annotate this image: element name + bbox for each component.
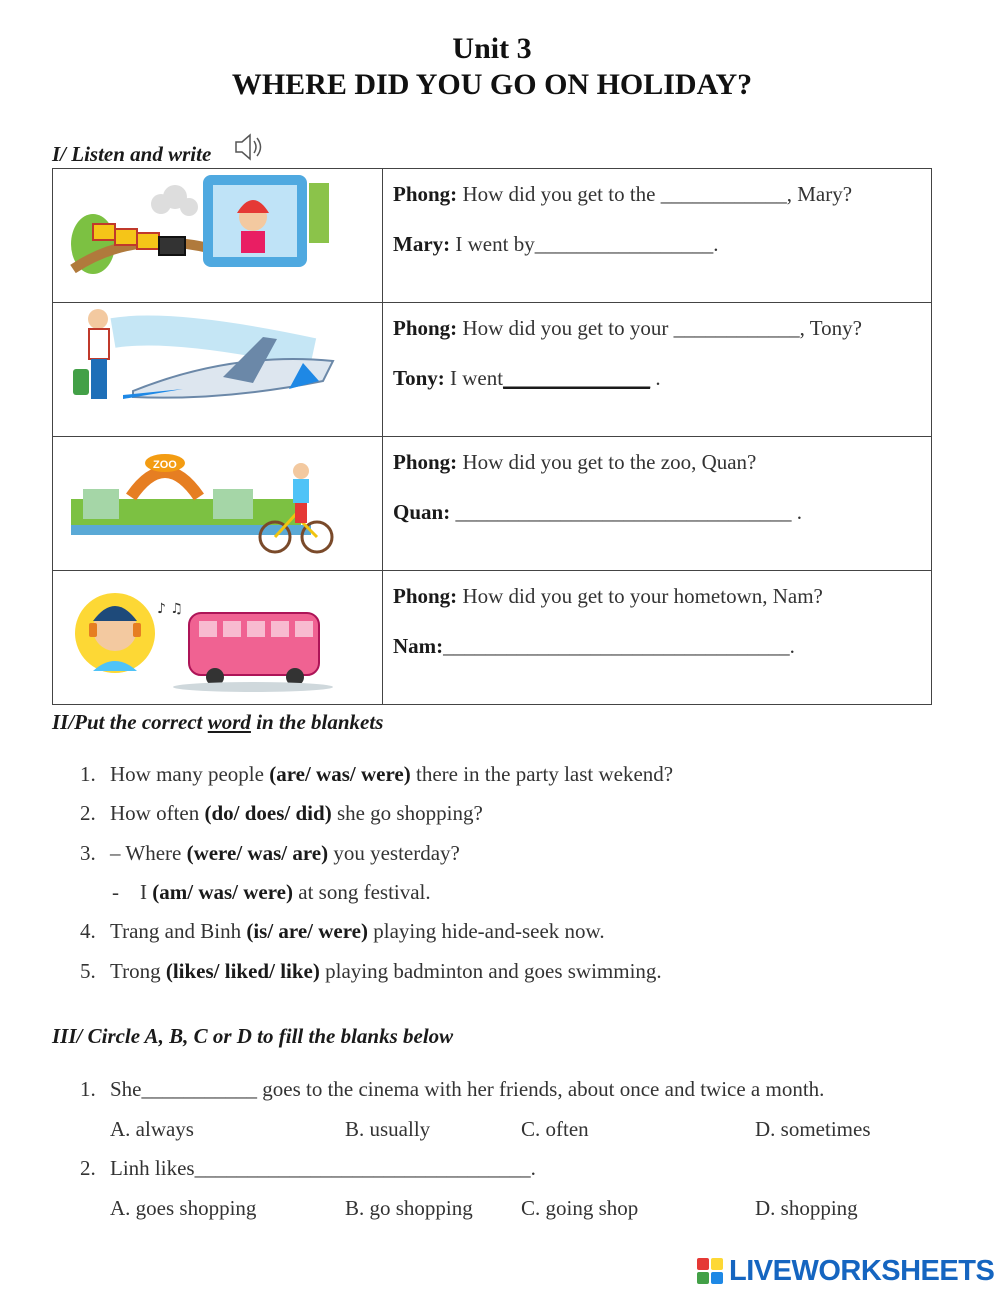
worksheet-title: WHERE DID YOU GO ON HOLIDAY? bbox=[231, 68, 753, 101]
list-item bbox=[80, 801, 483, 826]
question-number: 2. bbox=[80, 1156, 96, 1180]
dialogue-line bbox=[393, 447, 931, 497]
answer-blank[interactable]: ______________ bbox=[503, 366, 651, 390]
item-post: playing hide-and-seek now. bbox=[368, 919, 605, 943]
question-text: How did you get to the ____________, Mary? bbox=[457, 182, 853, 206]
item-post: there in the party last wekend? bbox=[410, 762, 674, 786]
picture-cell bbox=[53, 169, 383, 303]
speaker-icon[interactable] bbox=[232, 130, 266, 164]
section3-heading: III/ Circle A, B, C or D to fill the blanks below bbox=[52, 1024, 454, 1048]
answer-text[interactable]: ________________________________ . bbox=[450, 500, 802, 524]
option-a[interactable]: A. always bbox=[110, 1117, 194, 1141]
list-item bbox=[80, 841, 460, 866]
item-pre: Trang and Binh bbox=[110, 919, 247, 943]
option-b[interactable]: B. usually bbox=[345, 1117, 431, 1141]
list-item bbox=[80, 762, 673, 787]
option-c[interactable]: C. often bbox=[521, 1117, 589, 1141]
section1-heading: I/ Listen and write bbox=[52, 142, 212, 166]
answer-text[interactable]: _________________________________. bbox=[443, 634, 795, 658]
dialogue-line[interactable] bbox=[393, 229, 931, 279]
item-choice[interactable]: (likes/ liked/ like) bbox=[165, 959, 320, 983]
item-number: 4. bbox=[80, 919, 96, 943]
option-a[interactable]: A. goes shopping bbox=[110, 1196, 257, 1220]
section2-heading-word: word bbox=[207, 710, 251, 734]
item-post: you yesterday? bbox=[328, 841, 460, 865]
list-item bbox=[80, 959, 662, 984]
logo-grid-icon bbox=[697, 1258, 723, 1284]
speaker-name: Phong: bbox=[393, 450, 458, 474]
table-row bbox=[53, 437, 932, 571]
list-item bbox=[80, 919, 605, 944]
question-text: How did you get to the zoo, Quan? bbox=[457, 450, 757, 474]
section2-heading-pre: II/Put the correct bbox=[52, 710, 208, 734]
item-post: at song festival. bbox=[293, 880, 431, 904]
list-item bbox=[112, 880, 431, 905]
speaker-name: Tony: bbox=[393, 366, 445, 390]
item-post: playing badminton and goes swimming. bbox=[319, 959, 662, 983]
dialogue-line bbox=[393, 179, 931, 229]
answer-text: I went bbox=[444, 366, 504, 390]
logo-square bbox=[711, 1258, 723, 1270]
section2-heading-post: in the blankets bbox=[250, 710, 384, 734]
item-number: 5. bbox=[80, 959, 96, 983]
question-number: 1. bbox=[80, 1077, 96, 1101]
speaker-name: Quan: bbox=[393, 500, 451, 524]
section2-heading bbox=[52, 710, 383, 735]
item-pre: – Where bbox=[110, 841, 187, 865]
item-pre: Trong bbox=[110, 959, 166, 983]
logo-square bbox=[711, 1272, 723, 1284]
item-pre: How often bbox=[110, 801, 205, 825]
dialogue-cell bbox=[383, 303, 932, 437]
item-choice[interactable]: (are/ was/ were) bbox=[269, 762, 411, 786]
logo-text: LIVEWORKSHEETS bbox=[729, 1254, 995, 1287]
item-number: 1. bbox=[80, 762, 96, 786]
dialogue-cell bbox=[383, 571, 932, 705]
dialogue-line[interactable] bbox=[393, 631, 931, 681]
listen-write-table bbox=[52, 168, 932, 705]
table-row bbox=[53, 169, 932, 303]
item-choice[interactable]: (do/ does/ did) bbox=[204, 801, 332, 825]
speaker-name: Phong: bbox=[393, 182, 458, 206]
item-number: 3. bbox=[80, 841, 96, 865]
question-text: How did you get to your ____________, Tony? bbox=[457, 316, 862, 340]
item-number: 2. bbox=[80, 801, 96, 825]
item-choice[interactable]: (is/ are/ were) bbox=[246, 919, 369, 943]
picture-cell bbox=[53, 437, 383, 571]
question-text: How did you get to your hometown, Nam? bbox=[457, 584, 823, 608]
answer-text[interactable]: I went by_________________. bbox=[450, 232, 719, 256]
option-d[interactable]: D. shopping bbox=[755, 1196, 858, 1220]
dialogue-line bbox=[393, 581, 931, 631]
boy-airplane-illustration bbox=[53, 303, 382, 431]
dialogue-line bbox=[393, 313, 931, 363]
liveworksheets-logo bbox=[697, 1254, 994, 1288]
question-item bbox=[80, 1156, 536, 1181]
question-item bbox=[80, 1077, 824, 1102]
unit-title: Unit 3 bbox=[452, 32, 532, 65]
speaker-name: Mary: bbox=[393, 232, 451, 256]
train-girl-illustration bbox=[53, 169, 382, 297]
speaker-name: Phong: bbox=[393, 316, 458, 340]
logo-square bbox=[697, 1258, 709, 1270]
table-row bbox=[53, 303, 932, 437]
dialogue-cell bbox=[383, 437, 932, 571]
option-b[interactable]: B. go shopping bbox=[345, 1196, 473, 1220]
item-number: - bbox=[112, 880, 119, 904]
zoo-bicycle-illustration bbox=[53, 437, 382, 565]
item-pre: How many people bbox=[110, 762, 270, 786]
boy-headphones-bus-illustration bbox=[53, 571, 382, 699]
speaker-name: Nam: bbox=[393, 634, 444, 658]
answer-end: . bbox=[650, 366, 661, 390]
dialogue-line[interactable] bbox=[393, 363, 931, 413]
speaker-name: Phong: bbox=[393, 584, 458, 608]
item-choice[interactable]: (am/ was/ were) bbox=[152, 880, 293, 904]
svg-text:♪ ♫: ♪ ♫ bbox=[157, 601, 183, 617]
svg-text:ZOO: ZOO bbox=[153, 459, 177, 471]
option-d[interactable]: D. sometimes bbox=[755, 1117, 871, 1141]
question-text: Linh likes________________________________. bbox=[110, 1156, 536, 1180]
option-c[interactable]: C. going shop bbox=[521, 1196, 639, 1220]
item-post: she go shopping? bbox=[331, 801, 483, 825]
logo-square bbox=[697, 1272, 709, 1284]
table-row bbox=[53, 571, 932, 705]
dialogue-cell bbox=[383, 169, 932, 303]
dialogue-line[interactable] bbox=[393, 497, 931, 547]
question-text: She___________ goes to the cinema with her friends, about once and twice a month. bbox=[110, 1077, 825, 1101]
picture-cell bbox=[53, 303, 383, 437]
picture-cell bbox=[53, 571, 383, 705]
item-pre: I bbox=[140, 880, 153, 904]
item-choice[interactable]: (were/ was/ are) bbox=[186, 841, 329, 865]
